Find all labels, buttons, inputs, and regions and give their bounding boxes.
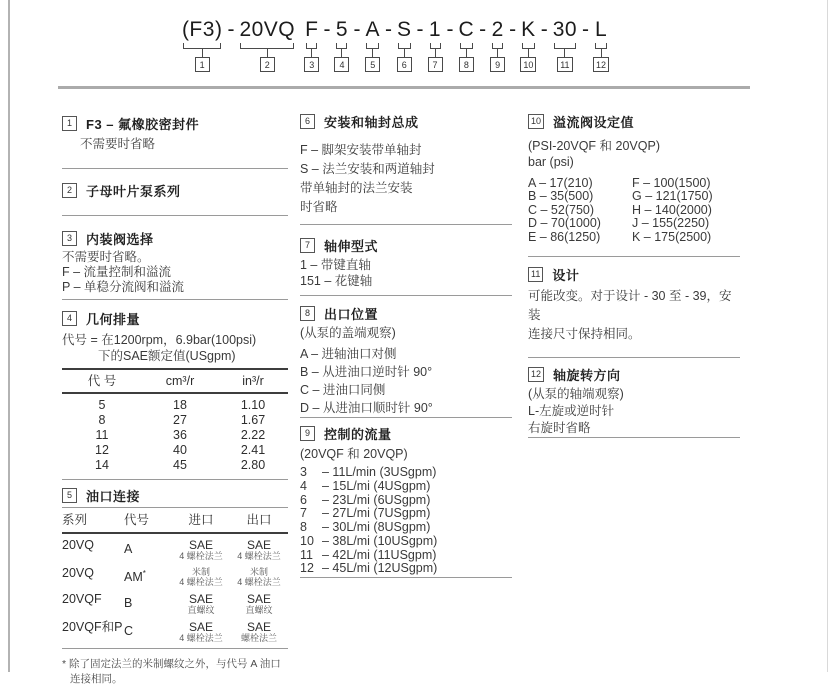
text-line: 可能改变。对于设计 - 30 至 - 39，安装: [528, 289, 732, 323]
flow-item: 4 – 15L/mi (4USgpm): [300, 478, 431, 493]
option-line: C – 进油口同侧: [300, 383, 386, 397]
outlet-cell: 米制 4 螺栓法兰: [237, 567, 281, 587]
section-9-header: [300, 425, 512, 441]
section-6-title: 安装和轴封总成: [324, 114, 419, 130]
cell: 12: [95, 443, 109, 457]
flow-item: 6 – 23L/mi (6USgpm): [300, 492, 431, 507]
note-line: (PSI-20VQF 和 20VQP): [528, 139, 660, 153]
model-code-text: A: [365, 18, 380, 41]
section-5-number-box: 5: [62, 488, 77, 503]
port-table-body: [62, 534, 288, 644]
cell: 5: [98, 398, 106, 412]
cell: 1.10: [240, 398, 266, 412]
table-row: [62, 398, 288, 413]
section-12-title: 轴旋转方向: [553, 367, 621, 383]
section-8-note: (从泵的盖端观察): [300, 326, 396, 340]
column-header: in³/r: [242, 374, 264, 388]
divider: [62, 215, 288, 216]
port-table-footnote: [62, 657, 288, 687]
middle-column: [300, 0, 512, 578]
section-3-lines: [62, 250, 288, 295]
section-12-number-box: 12: [528, 367, 544, 382]
option-line: P – 单稳分流阀和溢流: [62, 280, 185, 294]
table-row: [62, 588, 288, 616]
table-row: [62, 534, 288, 562]
divider: [62, 168, 288, 169]
cell: 27: [173, 413, 187, 427]
column-header: 代 号: [87, 374, 117, 388]
text-line: 连接尺寸保持相同。: [528, 327, 641, 342]
section-9-items: [300, 466, 512, 576]
model-code-text: S: [396, 18, 412, 41]
divider: [300, 295, 512, 296]
model-code-text: 2: [491, 18, 504, 41]
section-7-header: [300, 237, 512, 253]
option-line: 时省略: [300, 200, 338, 214]
section-8-lines: [300, 345, 512, 417]
pressure-row: E – 86(1250) K – 175(2500): [528, 229, 712, 244]
model-code-separator: -: [540, 18, 548, 41]
model-code-separator: -: [416, 18, 424, 41]
section-2-header: [62, 182, 288, 198]
section-4-title: 几何排量: [86, 311, 141, 327]
flow-item: 10 – 38L/mi (10USgpm): [300, 533, 438, 548]
divider: [300, 417, 512, 418]
footnote-line: * 除了固定法兰的米制螺纹之外，与代号 A 油口: [62, 658, 281, 670]
displacement-table: [62, 368, 288, 480]
section-10-notes: [528, 138, 740, 170]
column-header: 系列: [62, 513, 88, 527]
position-number-box: 4: [334, 57, 349, 72]
divider: [528, 357, 740, 358]
cell: 1.67: [240, 413, 266, 427]
section-12-lines: [528, 386, 740, 437]
position-number-box: 12: [593, 57, 609, 72]
model-code-separator: -: [353, 18, 361, 41]
position-number-box: 1: [195, 57, 210, 72]
table-row: [62, 616, 288, 644]
table-row: [62, 413, 288, 428]
model-code-separator: -: [582, 18, 590, 41]
section-7-title: 轴伸型式: [324, 238, 379, 254]
pressure-row: C – 52(750) H – 140(2000): [528, 202, 712, 217]
position-number-box: 7: [428, 57, 443, 72]
section-3-number-box: 3: [62, 231, 77, 246]
table-row: [62, 562, 288, 588]
model-code-text: 5: [335, 18, 349, 41]
inlet-cell: SAE 直螺纹: [187, 592, 215, 615]
port-table: [62, 507, 288, 649]
column-header: 出口: [246, 513, 272, 527]
model-code-separator: -: [323, 18, 331, 41]
position-number-box: 9: [490, 57, 505, 72]
cell: 14: [95, 458, 109, 472]
footnote-line: 连接相同。: [70, 673, 123, 685]
section-6-number-box: 6: [300, 114, 315, 129]
series-cell: 20VQ: [62, 566, 94, 580]
model-code-separator: -: [227, 18, 235, 41]
section-7-lines: [300, 258, 512, 289]
section-9-number-box: 9: [300, 426, 315, 441]
section-10-title: 溢流阀设定值: [553, 114, 635, 130]
model-code-text: (F3): [181, 18, 223, 41]
section-11-lines: [528, 287, 740, 344]
code-cell: A: [124, 542, 133, 557]
table-rule: [62, 648, 288, 649]
option-line: 带单轴封的法兰安装: [300, 181, 413, 195]
cell: 2.22: [240, 428, 266, 442]
note-line: bar (psi): [528, 155, 574, 169]
section-9-title: 控制的流量: [324, 426, 392, 442]
description-line: 下的SAE额定值(USgpm): [98, 349, 236, 363]
section-2-number-box: 2: [62, 183, 77, 198]
table-row: [62, 428, 288, 443]
option-line: A – 进轴油口对侧: [300, 347, 397, 361]
text-line: L-左旋或逆时针: [528, 404, 615, 419]
port-table-header: [62, 508, 288, 532]
cell: 36: [173, 428, 187, 442]
flow-item: 11 – 42L/mi (11USgpm): [300, 547, 437, 562]
section-1-number-box: 1: [62, 116, 77, 131]
pressure-row: A – 17(210) F – 100(1500): [528, 176, 711, 190]
option-line: F – 流量控制和溢流: [62, 265, 172, 279]
description-line: 代号 = 在1200rpm，6.9bar(100psi): [62, 333, 257, 347]
displacement-table-header: [62, 370, 288, 392]
outlet-cell: SAE 4 螺栓法兰: [237, 538, 281, 561]
section-3-title: 内装阀选择: [86, 231, 154, 247]
section-1-title: F3 – 氟橡胶密封件: [86, 116, 200, 132]
option-line: 1 – 带键直轴: [300, 258, 371, 272]
section-1-header: [62, 115, 288, 131]
inlet-cell: 米制 4 螺栓法兰: [179, 567, 223, 587]
model-code-separator: -: [479, 18, 487, 41]
option-line: S – 法兰安装和两道轴封: [300, 162, 435, 176]
divider: [528, 256, 740, 257]
table-row: [62, 458, 288, 473]
code-cell: B: [124, 596, 133, 611]
flow-item: 12 – 45L/mi (12USgpm): [300, 561, 438, 576]
divider: [528, 437, 740, 438]
position-number-box: 11: [557, 57, 572, 72]
option-line: F – 脚架安装带单轴封: [300, 143, 422, 157]
flow-item: 7 – 27L/mi (7USgpm): [300, 506, 431, 521]
section-8-title: 出口位置: [324, 306, 379, 322]
model-code-text: 30: [552, 18, 578, 41]
cell: 18: [173, 398, 187, 412]
displacement-table-body: [62, 394, 288, 479]
series-cell: 20VQ: [62, 538, 94, 552]
column-header: cm³/r: [165, 374, 195, 388]
option-line: D – 从进油口顺时针 90°: [300, 401, 433, 415]
section-7-number-box: 7: [300, 238, 315, 253]
inlet-cell: SAE 4 螺栓法兰: [179, 538, 223, 561]
column-header: 进口: [188, 513, 214, 527]
option-line: 不需要时省略。: [62, 250, 150, 264]
inlet-cell: SAE 4 螺栓法兰: [179, 620, 223, 643]
section-4-header: [62, 310, 288, 326]
position-number-box: 6: [397, 57, 412, 72]
model-code-text: 20VQ: [239, 18, 296, 41]
section-1-note: 不需要时省略: [80, 137, 156, 151]
cell: 2.41: [240, 443, 266, 457]
model-code-text: C: [458, 18, 475, 41]
outlet-cell: SAE 螺栓法兰: [240, 620, 277, 643]
position-number-box: 8: [459, 57, 474, 72]
section-9-note: (20VQF 和 20VQP): [300, 447, 408, 461]
cell: 2.80: [240, 458, 266, 472]
model-code-separator: -: [384, 18, 392, 41]
page-right-border: [827, 0, 828, 672]
section-10-number-box: 10: [528, 114, 544, 129]
pressure-row: D – 70(1000) J – 155(2250): [528, 216, 710, 231]
section-6-header: [300, 113, 512, 129]
text-line: (从泵的轴端观察): [528, 387, 624, 402]
section-8-number-box: 8: [300, 306, 315, 321]
page-left-border: [8, 0, 10, 672]
series-cell: 20VQF: [62, 592, 102, 606]
column-header: 代号: [124, 513, 150, 527]
section-10-header: [528, 113, 740, 129]
section-12-header: [528, 366, 740, 382]
section-11-title: 设计: [552, 267, 580, 283]
left-column: [62, 0, 288, 687]
flow-item: 3 – 11L/min (3USgpm): [300, 465, 437, 479]
section-11-number-box: 11: [528, 267, 543, 282]
model-code-text: F: [305, 18, 319, 41]
pressure-row: B – 35(500) G – 121(1750): [528, 189, 713, 204]
cell: 8: [98, 413, 106, 427]
flow-item: 8 – 30L/mi (8USgpm): [300, 520, 431, 534]
right-column: [528, 0, 740, 438]
pressure-settings: [528, 177, 740, 244]
divider: [300, 577, 512, 578]
position-number-box: 10: [520, 57, 536, 72]
position-number-box: 3: [304, 57, 319, 72]
option-line: 151 – 花键轴: [300, 273, 373, 288]
model-code-separator: -: [509, 18, 517, 41]
section-11-header: [528, 266, 740, 282]
section-4-number-box: 4: [62, 311, 77, 326]
series-cell: 20VQF和P: [62, 620, 123, 634]
text-line: 右旋时省略: [528, 421, 591, 436]
model-code-text: 1: [428, 18, 442, 41]
code-cell: C: [124, 624, 134, 639]
option-line: B – 从进油口逆时针 90°: [300, 365, 433, 379]
section-6-lines: [300, 141, 512, 217]
position-number-box: 5: [365, 57, 380, 72]
section-3-header: [62, 230, 288, 246]
code-cell: AM*: [124, 569, 146, 585]
model-code-separator: -: [446, 18, 454, 41]
cell: 40: [173, 443, 187, 457]
table-row: [62, 443, 288, 458]
cell: 45: [173, 458, 187, 472]
section-5-title: 油口连接: [86, 488, 141, 504]
outlet-cell: SAE 直螺纹: [245, 592, 273, 615]
position-number-box: 2: [260, 57, 275, 72]
divider: [62, 299, 288, 300]
section-2-title: 子母叶片泵系列: [86, 183, 181, 199]
model-code-text: L: [594, 18, 608, 41]
section-5-header: [62, 487, 288, 503]
section-4-description: [62, 332, 288, 364]
cell: 11: [95, 428, 109, 442]
section-8-header: [300, 305, 512, 321]
model-code-text: K: [521, 18, 536, 41]
divider: [300, 224, 512, 225]
table-rule: [62, 479, 288, 480]
